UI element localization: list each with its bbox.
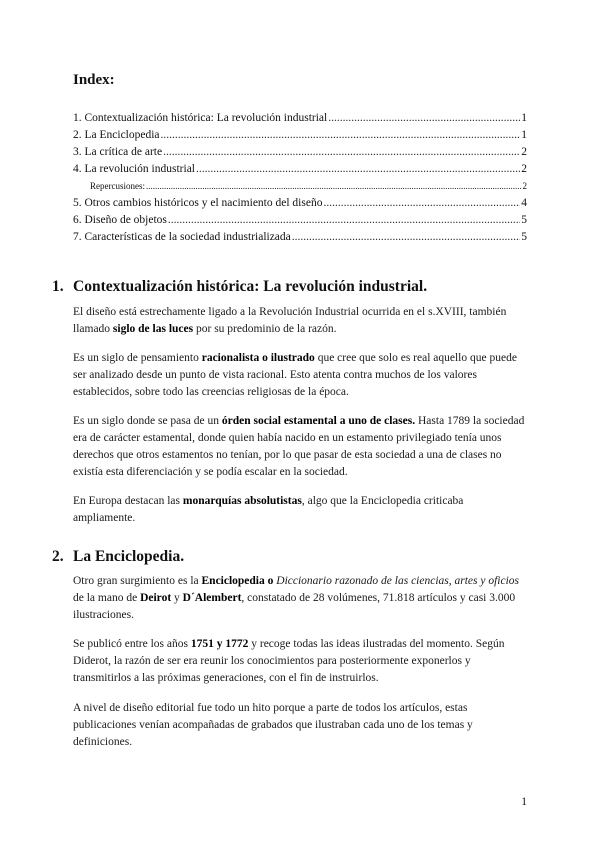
toc-subentry[interactable] — [73, 178, 527, 195]
bold-text: Enciclopedia o — [201, 575, 274, 587]
toc-leader — [163, 144, 520, 161]
bold-text: D´Alembert — [182, 592, 242, 604]
toc-leader — [323, 195, 520, 212]
toc-entry-page: 2 — [521, 163, 527, 175]
toc-entry[interactable] — [73, 195, 527, 212]
paragraph — [73, 304, 528, 338]
section-title: La Enciclopedia. — [73, 548, 185, 565]
toc-entry[interactable] — [73, 229, 527, 246]
toc-entry-page: 4 — [521, 197, 527, 209]
bold-text: Deirot — [140, 592, 172, 604]
bold-text: 1751 y 1772 — [190, 638, 249, 650]
text-run: por su predominio de la razón. — [193, 323, 337, 335]
page-number: 1 — [521, 796, 527, 808]
bold-text: órden social estamental a uno de clases. — [221, 415, 416, 427]
toc-entry-page: 5 — [521, 231, 527, 243]
section-title: Contextualización histórica: La revolución industrial. — [73, 278, 428, 295]
toc-entry[interactable] — [73, 161, 527, 178]
paragraph — [73, 350, 528, 401]
italic-text: Diccionario razonado de las ciencias, artes y oficios — [276, 575, 520, 587]
bold-text: siglo de las luces — [112, 323, 194, 335]
toc-leader — [196, 161, 520, 178]
toc-entry[interactable] — [73, 127, 527, 144]
toc-entry-page: 1 — [521, 112, 527, 124]
toc-entry-page: 5 — [521, 214, 527, 226]
toc-entry-text: 5. Otros cambios históricos y el nacimiento del diseño — [73, 197, 323, 209]
toc-entry-text: Repercusiones: — [90, 181, 145, 191]
paragraph — [73, 636, 528, 687]
toc-entry[interactable] — [73, 212, 527, 229]
section-number: 2. — [52, 548, 64, 565]
text-run: El diseño está estrechamente ligado a la Revolución Industrial ocurrida en el s.XVIII, también llamado — [73, 306, 507, 335]
text-run: que cree que solo es real aquello que puede ser analizado desde un punto de vista racional. Esto atenta contra muchos de los valores establecidos, sobre todo las creencias religiosas de la época. — [73, 352, 517, 398]
toc-leader — [161, 127, 521, 144]
paragraph — [73, 493, 528, 527]
text-run: Otro gran surgimiento es la — [73, 575, 202, 587]
toc-leader — [168, 212, 520, 229]
text-run: Se publicó entre los años — [73, 638, 191, 650]
toc-entry-page: 2 — [522, 181, 527, 191]
paragraph: A nivel de diseño editorial fue todo un hito porque a parte de todos los artículos, estas publicaciones venían acompañadas de grabados que ilustraban cada uno de los temas y definiciones. — [73, 702, 473, 748]
toc-entry-text: 3. La crítica de arte — [73, 146, 163, 158]
paragraph — [73, 413, 528, 481]
toc-entry[interactable] — [73, 110, 527, 127]
toc-entry-text: 6. Diseño de objetos — [73, 214, 167, 226]
text-run: y — [171, 592, 183, 604]
toc-leader — [328, 110, 520, 127]
toc-entry-text: 1. Contextualización histórica: La revolución industrial — [73, 112, 328, 124]
toc-entry[interactable] — [73, 144, 527, 161]
toc-entry-page: 1 — [521, 129, 527, 141]
text-run: y recoge todas las ideas ilustradas del momento. Según Diderot, la razón de ser era reunir los conocimientos para posteriormente exponerlos y transmitirlos a las próximas generaciones, con el fin de instruirlos. — [73, 638, 505, 684]
paragraph — [73, 573, 528, 624]
toc-leader — [146, 178, 522, 195]
text-run: Es un siglo donde se pasa de un — [73, 415, 222, 427]
table-of-contents — [73, 110, 527, 246]
text-run: de la mano de — [73, 592, 141, 604]
toc-entry-text: 7. Características de la sociedad industrializada — [73, 231, 291, 243]
bold-text: racionalista o ilustrado — [201, 352, 315, 364]
text-run: En Europa destacan las — [73, 495, 183, 507]
toc-entry-text: 4. La revolución industrial — [73, 163, 195, 175]
toc-entry-text: 2. La Enciclopedia — [73, 129, 160, 141]
bold-text: monarquías absolutistas — [182, 495, 302, 507]
text-run: Es un siglo de pensamiento — [73, 352, 202, 364]
text-run: Hasta 1789 la sociedad era de carácter estamental, donde quien había nacido en un estamento privilegiado tenía unos derechos que otros estamentos no tenían, por lo que pasar de esta sociedad a una de clases no existía esta diferenciación y se podía escalar en la sociedad. — [73, 415, 525, 478]
toc-leader — [292, 229, 520, 246]
section-2-heading — [52, 548, 184, 566]
section-1-heading — [52, 278, 427, 296]
toc-entry-page: 2 — [521, 146, 527, 158]
section-number: 1. — [52, 278, 64, 295]
index-title: Index: — [73, 72, 115, 88]
text-run: , algo que la Enciclopedia criticaba ampliamente. — [73, 495, 464, 524]
text-run: , constatado de 28 volúmenes, 71.818 artículos y casi 3.000 ilustraciones. — [73, 592, 516, 621]
